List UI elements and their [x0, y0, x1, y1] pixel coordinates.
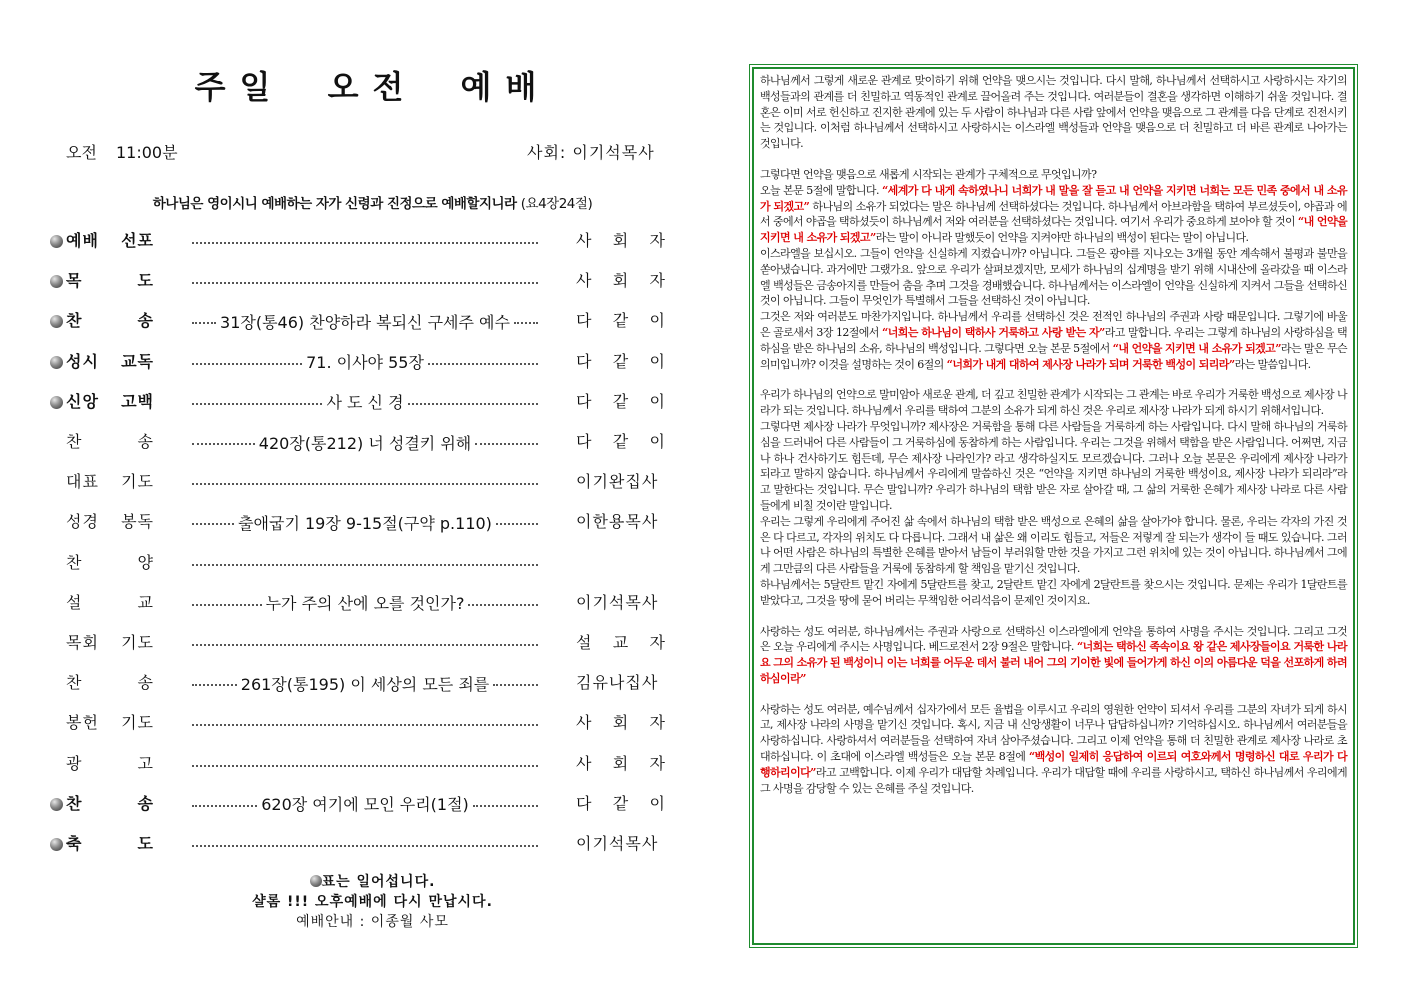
- dot-leader: [514, 322, 538, 324]
- order-label: [66, 308, 154, 331]
- dot-leader: [192, 765, 538, 767]
- dot-leader: [468, 604, 538, 606]
- order-label-part: 교독: [121, 351, 154, 371]
- order-label-part: 교: [137, 592, 154, 612]
- order-label-part: 양: [137, 552, 154, 572]
- order-content: 출애굽기 19장 9-15절(구약 p.110): [238, 513, 492, 533]
- order-content: 31장(통46) 찬양하라 복되신 구세주 예수: [220, 312, 510, 332]
- order-leader: 사 회 자: [576, 231, 666, 250]
- order-content: 261장(통195) 이 세상의 모든 죄를: [240, 674, 490, 694]
- order-label: [66, 228, 154, 251]
- sermon-text-run: 사랑하는 성도 여러분, 하나님께서는 주권과 사랑으로 선택하신 이스라엘에게 언약을 통하여 사명을 주시는 것입니다. 그리고 그것은 오늘 우리에게 주시는 사명입니다. 베드로전서 2장 9절은 말합니다.: [760, 624, 1347, 654]
- order-label: [66, 751, 154, 774]
- order-middle: [188, 268, 542, 294]
- dot-leader: [475, 443, 538, 445]
- order-middle: [188, 469, 542, 495]
- order-middle: [188, 670, 542, 696]
- sermon-paragraph: [760, 387, 1347, 419]
- theme-verse-ref: (요4장24절): [520, 196, 593, 212]
- bullet-icon: [50, 356, 63, 369]
- order-label-part: 찬: [66, 552, 83, 572]
- order-label-part: 기도: [121, 633, 154, 652]
- sermon-text-run: 사랑하는 성도 여러분, 예수님께서 십자가에서 모든 율법을 이루시고 우리의 영원한 언약이 되셔서 우리를 그분의 자녀가 되게 하시고, 제사장 나라의 사명을 맡기신 것입니다. 혹시, 지금 내 신앙생활이 너무나 답답하십니까? 기억하십시오. 하나님께서 여러분들을 사랑하십니다. 사랑하셔서 여러분들을 선택하여 자녀 삼아주셨습니다. 그리고 이제 언약을 통해 더 친밀한 관계로 제사장 나라로 초대하십니다. 이 초대에 이스라엘 백성들은 오늘 본문 8절에: [760, 702, 1347, 764]
- sermon-text: [760, 73, 1347, 796]
- sermon-paragraph: [760, 514, 1347, 577]
- order-label-part: 고: [137, 753, 154, 773]
- order-content: 420장(통212) 너 성결키 위해: [258, 433, 472, 453]
- sermon-paragraph: [760, 702, 1347, 797]
- service-time: 오전 11:00분: [66, 143, 178, 162]
- order-label-part: 성경: [66, 512, 99, 532]
- order-label-part: 목회: [66, 633, 99, 652]
- order-row: [46, 389, 666, 415]
- order-label: [66, 590, 154, 613]
- bullet-icon: [50, 396, 63, 409]
- order-content: 사 도 신 경: [326, 393, 404, 413]
- order-row: [46, 228, 666, 254]
- sermon-box: [752, 67, 1355, 945]
- order-label-part: 신앙: [66, 391, 99, 411]
- order-label: [66, 550, 154, 573]
- dot-leader: [192, 322, 216, 324]
- order-leader: 사 회 자: [576, 271, 666, 291]
- order-middle: [188, 509, 542, 535]
- order-label: [66, 469, 154, 492]
- sermon-text-run: 하나님의 소유가 되었다는 말은 하나님께 선택하셨다는 것입니다. 하나님께서 아브라함을 택하여 부르셨듯이, 야곱과 에서 중에서 야곱을 택하셨듯이 하나님께서 저와 여러분을 선택하셨다는 것입니다. 여기서 우리가 중요하게 보아야 할 것이: [760, 199, 1347, 229]
- sermon-text-run: 우리는 그렇게 우리에게 주어진 삶 속에서 하나님의 택함 받은 백성으로 은혜의 삶을 살아가야 합니다. 물론, 우리는 각자의 가진 것은 다 다르고, 각자의 위치도 다 다릅니다. 그래서 내 삶은 왜 이리도 힘들고, 저들은 저렇게 잘 되는가 생각이 들 때도 있습니다. 그러나 어떤 사람은 하나님의 특별한 은혜를 받아서 남들이 부러워할 만한 것을 가지고 그런 위치에 있는 것이 아닙니다. 하나님께서 그에게 그만큼의 다른 사람들을 거룩에 동참하게 할 책임을 맡기신 것입니다.: [760, 514, 1347, 576]
- order-row: [46, 590, 666, 616]
- order-middle: [188, 831, 542, 857]
- scripture-quote: “내 언약을 지키면 내 소유가 되겠고”: [1112, 341, 1281, 355]
- sermon-text-run: 우리가 하나님의 언약으로 말미암아 새로운 관계, 더 깊고 친밀한 관계가 시작되는 그 관계는 바로 우리가 거룩한 백성으로 제사장 나라가 되는 것입니다. 하나님께서 우리를 택하여 그분의 소유가 되게 하신 것은 우리로 제사장 나라가 되게 하시기 위해서입니다.: [760, 388, 1347, 418]
- order-row: [46, 831, 666, 857]
- order-label: [66, 710, 154, 733]
- order-middle: [188, 308, 542, 334]
- scripture-quote: “너희는 하나님이 택하사 거룩하고 사랑 받는 자”: [881, 325, 1105, 339]
- sermon-text-run: 라는 말이 아니라 말했듯이 언약을 지켜야만 하나님의 백성이 된다는 말이 아닙니다.: [875, 231, 1249, 245]
- theme-verse-text: 하나님은 영이시니 예배하는 자가 신령과 진정으로 예배할지니라: [152, 196, 517, 212]
- order-label: [66, 389, 154, 412]
- dot-leader: [192, 604, 262, 606]
- order-label: [66, 268, 154, 291]
- stand-note: [0, 872, 745, 892]
- order-label-part: 송: [137, 311, 154, 331]
- sermon-text-run: 이스라엘을 보십시오. 그들이 언약을 신실하게 지켰습니까? 아닙니다. 그들은 광야를 지나오는 3개월 동안 계속해서 불평과 불만을 쏟아냈습니다. 과거에만 그랬가요. 앞으로 우리가 살펴보겠지만, 모세가 하나님의 십계명을 받기 위해 시내산에 올라갔을 때 이스라엘 백성들은 금송아지를 만들어 춤을 추며 그것을 경배했습니다. 하나님께서는 이스라엘이 언약을 신실하게 지켜서 그들을 선택하신 것이 아닙니다. 그들이 무엇인가 특별해서 그들을 선택하신 것이 아닙니다.: [760, 246, 1347, 308]
- order-middle: [188, 429, 542, 455]
- service-guide: 예배안내 : 이종월 사모: [296, 914, 449, 930]
- sermon-text-run: 라는 말씀입니다.: [1234, 357, 1311, 371]
- dot-leader: [192, 564, 538, 566]
- order-label: [66, 831, 154, 854]
- order-row: [46, 630, 666, 656]
- order-label-part: 송: [137, 432, 154, 451]
- stand-note-text: 표는 일어섭니다.: [321, 874, 436, 890]
- sermon-paragraph: [760, 183, 1347, 246]
- bullet-icon: [50, 235, 63, 248]
- order-middle: [188, 389, 542, 415]
- sermon-paragraph: [760, 167, 1347, 183]
- order-middle: [188, 751, 542, 777]
- sermon-text-run: 라고 말합니다. 우리는 그렇게 하나님의 사랑하심을 택하심을 받은 하나님의 소유, 하나님의 백성입니다. 그렇다면 오늘 본문 5절에서: [760, 325, 1347, 355]
- sermon-paragraph: [760, 577, 1347, 609]
- order-row: [46, 469, 666, 495]
- service-host: 사회: 이기석목사: [527, 143, 655, 162]
- order-label-part: 목: [66, 271, 83, 291]
- dot-leader: [408, 403, 538, 405]
- order-label-part: 설: [66, 592, 83, 612]
- order-leader: 다 같 이: [576, 351, 666, 371]
- order-leader: 이기석목사: [576, 834, 659, 853]
- order-middle: [188, 791, 542, 817]
- order-label: [66, 349, 154, 372]
- dot-leader: [192, 724, 538, 726]
- order-label-part: 대표: [66, 472, 99, 492]
- sermon-text-run: 그것은 저와 여러분도 마찬가지입니다. 하나님께서 우리를 선택하신 것은 전적인 하나님의 주권과 사랑 때문입니다. 그렇기에 바울은 골로새서 3장 12절에서: [760, 310, 1347, 339]
- order-label: [66, 670, 154, 693]
- order-row: [46, 550, 666, 576]
- order-label-part: 예배: [66, 231, 99, 250]
- dot-leader: [192, 282, 538, 284]
- order-row: [46, 429, 666, 455]
- order-label-part: 광: [66, 753, 83, 773]
- sermon-text-run: 그렇다면 언약을 맺음으로 새롭게 시작되는 관계가 구체적으로 무엇입니까?: [760, 167, 1097, 181]
- order-middle: [188, 710, 542, 736]
- dot-leader: [192, 805, 257, 807]
- sermon-paragraph: [760, 309, 1347, 372]
- order-label: [66, 791, 154, 814]
- order-leader: 사 회 자: [576, 713, 666, 733]
- scripture-quote: “너희가 내게 대하여 제사장 나라가 되며 거룩한 백성이 되리라”: [946, 357, 1235, 371]
- sermon-paragraph: [760, 246, 1347, 309]
- order-label-part: 봉헌: [66, 713, 99, 733]
- sermon-text-run: 그렇다면 제사장 나라가 무엇입니까? 제사장은 거룩함을 통해 다른 사람들을 거룩하게 하는 사람입니다. 다시 말해 하나님의 거룩하심을 드러내어 다른 사람들이 그 거룩하심에 동참하게 하는 사람입니다. 우리는 그것을 위해서 택함을 받은 사람입니다. 어쩌면, 지금 나 하나 건사하기도 힘든데, 무슨 제사장 나라인가? 라고 생각하실지도 모르겠습니다. 그러나 오늘 본문은 우리에게 제사장 나라가 되라고 말하지 않습니다. 하나님께서 우리에게 말씀하신 것은 “언약을 지키면 하나님의 거룩한 백성이요, 제사장 나라가 되리라”라고 말한다는 것입니다. 무슨 말입니까? 우리가 하나님의 택함 받은 자로 살아갈 때, 그 삶의 거룩한 은혜가 제사장 나라로 다른 사람들에게 비칠 것이란 말입니다.: [760, 419, 1347, 512]
- order-label-part: 찬: [66, 793, 83, 813]
- dot-leader: [192, 523, 234, 525]
- order-label-part: 찬: [66, 432, 83, 451]
- notice: [0, 872, 745, 932]
- order-label-part: 도: [137, 834, 154, 853]
- order-row: [46, 751, 666, 777]
- dot-leader: [192, 684, 237, 686]
- sermon-text-run: 하나님께서 그렇게 새로운 관계로 맞이하기 위해 언약을 맺으시는 것입니다. 다시 말해, 하나님께서 선택하시고 사랑하시는 자기의 백성들과의 관계를 더 친밀하고 역동적인 관계로 끌어올려 주는 것입니다. 여러분들이 결혼을 생각하면 이해하기 쉬울 것입니다. 결혼은 이미 서로 헌신하고 진지한 관계에 있는 두 사람이 하나님과 다른 사람 앞에서 언약을 맺음으로 그 관계를 다음 단계로 진전시키는 것입니다. 이처럼 하나님께서 선택하시고 사랑하시는 이스라엘 백성들과 언약을 맺음으로 더 친밀하고 더 바른 관계로 나아가는 것입니다.: [760, 74, 1347, 151]
- dot-leader: [473, 805, 538, 807]
- order-middle: [188, 590, 542, 616]
- order-content: 누가 주의 산에 오를 것인가?: [265, 594, 465, 614]
- order-label-part: 송: [137, 793, 154, 813]
- dot-leader: [428, 363, 538, 365]
- order-row: [46, 268, 666, 294]
- order-leader: 이기석목사: [576, 592, 659, 612]
- sermon-paragraph: [760, 73, 1347, 152]
- sermon-text-run: 라고 고백합니다. 이제 우리가 대답할 차례입니다. 우리가 대답할 때에 우리를 사랑하시고, 택하신 하나님께서 우리에게 그 사명을 감당할 수 있는 은혜를 주실 것입니다.: [760, 765, 1347, 795]
- order-row: [46, 349, 666, 375]
- bullet-icon: [50, 315, 63, 328]
- order-label-part: 축: [66, 834, 83, 853]
- order-middle: [188, 349, 542, 375]
- order-leader: 다 같 이: [576, 793, 666, 813]
- dot-leader: [192, 644, 538, 646]
- order-row: [46, 308, 666, 334]
- sermon-paragraph: [760, 419, 1347, 514]
- order-content: 620장 여기에 모인 우리(1절): [261, 795, 469, 815]
- order-label-part: 기도: [121, 472, 154, 492]
- order-leader: 다 같 이: [576, 432, 666, 451]
- order-middle: [188, 228, 542, 254]
- order-leader: 김유나집사: [576, 673, 659, 693]
- sermon-text-run: 하나님께서는 5달란트 맡긴 자에게 5달란트를 찾고, 2달란트 맡긴 자에게 2달란트를 찾으시는 것입니다. 문제는 우리가 1달란트를 받았다고, 그것을 땅에 묻어 버리는 무책임한 어리석음이 문제인 것이지요.: [760, 577, 1347, 607]
- bullet-icon: [310, 875, 322, 887]
- bullet-icon: [50, 275, 63, 288]
- order-label-part: 선포: [121, 231, 154, 250]
- order-leader: 사 회 자: [576, 753, 666, 773]
- theme-verse: [0, 192, 745, 212]
- order-label: [66, 630, 154, 653]
- page-title: 주일 오전 예배: [194, 68, 551, 106]
- sermon-text-run: 라는 말은 무슨 의미입니까? 이것을 설명하는 것이 6절의: [760, 341, 1348, 371]
- dot-leader: [192, 483, 538, 485]
- order-middle: [188, 550, 542, 576]
- scripture-quote: “백성이 일제히 응답하여 이르되 여호와께서 명령하신 대로 우리가 다 행하리이다”: [760, 750, 1347, 779]
- order-row: [46, 791, 666, 817]
- order-leader: 다 같 이: [576, 311, 666, 331]
- dot-leader: [192, 363, 302, 365]
- order-label-part: 찬: [66, 673, 83, 693]
- order-label-part: 기도: [121, 713, 154, 733]
- sermon-text-run: 오늘 본문 5절에 말합니다.: [760, 183, 882, 197]
- order-label-part: 도: [137, 271, 154, 291]
- evening-note: 샬롬 !!! 오후예배에 다시 만납시다.: [252, 894, 493, 910]
- order-label: [66, 509, 154, 532]
- order-label-part: 찬: [66, 311, 83, 331]
- order-leader: 이기완집사: [576, 472, 659, 492]
- order-content: 71. 이사야 55장: [306, 353, 424, 373]
- dot-leader: [192, 242, 538, 244]
- sermon-paragraph: [760, 624, 1347, 687]
- order-label-part: 성시: [66, 351, 99, 371]
- order-label-part: 송: [137, 673, 154, 693]
- order-row: [46, 509, 666, 535]
- dot-leader: [192, 845, 538, 847]
- dot-leader: [192, 403, 322, 405]
- order-label-part: 봉독: [121, 512, 154, 532]
- scripture-quote: “세계가 다 내게 속하였나니 너희가 내 말을 잘 듣고 내 언약을 지키면 너희는 모든 민족 중에서 내 소유가 되겠고”: [760, 183, 1347, 213]
- order-row: [46, 710, 666, 736]
- order-leader: 이한용목사: [576, 512, 659, 532]
- scripture-quote: “내 언약을 지키면 내 소유가 되겠고”: [760, 215, 1348, 245]
- order-leader: 설 교 자: [576, 633, 666, 652]
- scripture-quote: “너희는 택하신 족속이요 왕 같은 제사장들이요 거룩한 나라요 그의 소유가 된 백성이니 이는 너희를 어두운 데서 불러 내어 그의 기이한 빛에 들어가게 하신 이의 아름다운 덕을 선포하게 하려 하심이라”: [760, 640, 1347, 685]
- bullet-icon: [50, 798, 63, 811]
- order-label: [66, 429, 154, 452]
- order-label-part: 고백: [121, 391, 154, 411]
- dot-leader: [493, 684, 538, 686]
- dot-leader: [496, 523, 538, 525]
- order-middle: [188, 630, 542, 656]
- bullet-icon: [50, 838, 63, 851]
- order-row: [46, 670, 666, 696]
- order-leader: 다 같 이: [576, 391, 666, 411]
- dot-leader: [192, 443, 255, 445]
